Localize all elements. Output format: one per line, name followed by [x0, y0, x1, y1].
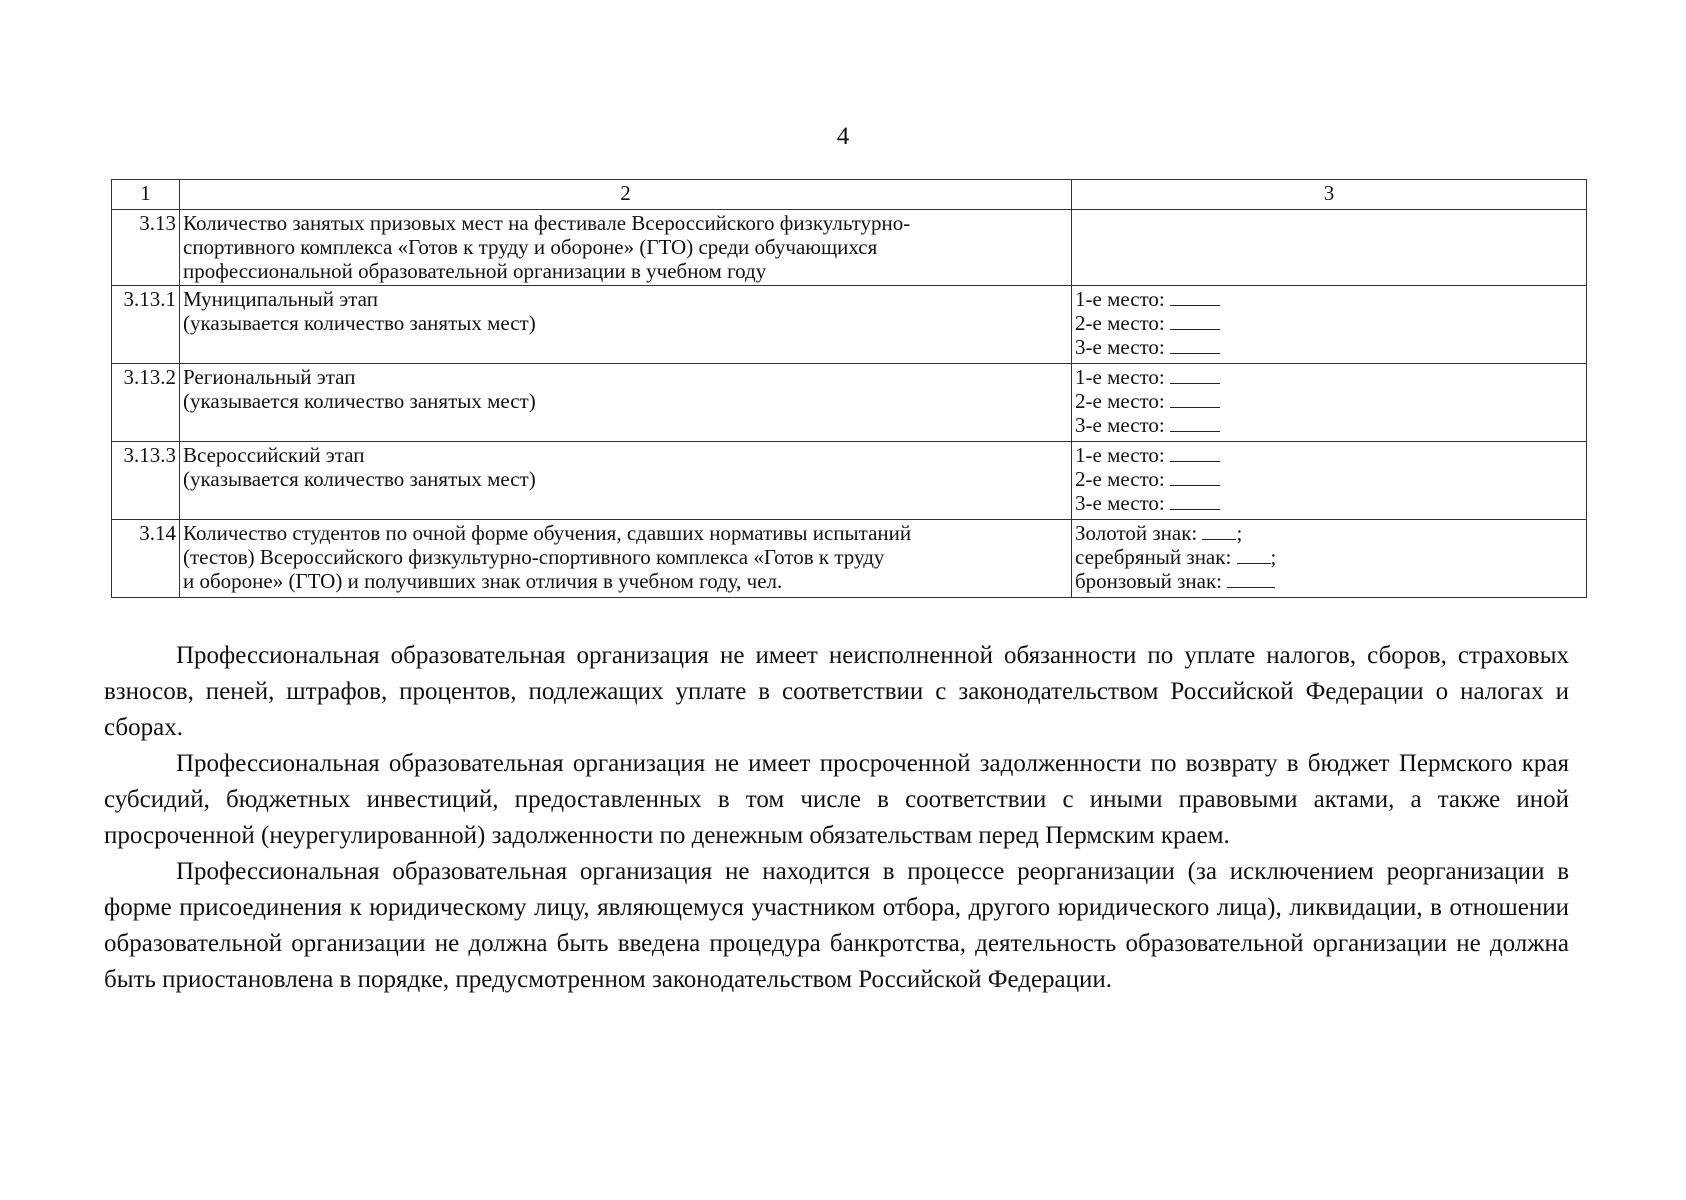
- blank-line[interactable]: [1170, 311, 1220, 330]
- page-number: 4: [836, 123, 850, 150]
- row-value: [1072, 364, 1587, 442]
- row-description: [180, 210, 1072, 286]
- description-line: (указывается количество занятых мест): [183, 311, 536, 335]
- description-line: Региональный этап: [183, 365, 356, 389]
- row-number: 3.13.3: [112, 442, 180, 520]
- blank-line[interactable]: [1170, 365, 1220, 384]
- row-value: [1072, 520, 1587, 598]
- row-description: [180, 442, 1072, 520]
- row-number: 3.14: [112, 520, 180, 598]
- blank-line[interactable]: [1170, 287, 1220, 306]
- description-line: Количество занятых призовых мест на фестивале Всероссийского физкультурно-: [183, 211, 911, 235]
- table-row: [112, 520, 1587, 598]
- place-field-1: 1-е место:: [1075, 287, 1583, 311]
- place-field-3: 3-е место:: [1075, 413, 1583, 437]
- row-description: [180, 520, 1072, 598]
- place-field-1: 1-е место:: [1075, 443, 1583, 467]
- table-header-row: [112, 180, 1587, 210]
- table-row: [112, 442, 1587, 520]
- blank-line[interactable]: [1227, 569, 1275, 588]
- blank-line[interactable]: [1237, 545, 1271, 564]
- place-field-3: 3-е место:: [1075, 335, 1583, 359]
- description-line: и обороне» (ГТО) и получивших знак отличия в учебном году, чел.: [183, 569, 783, 593]
- blank-line[interactable]: [1202, 521, 1236, 540]
- blank-line[interactable]: [1170, 413, 1220, 432]
- blank-line[interactable]: [1170, 467, 1220, 486]
- row-number: 3.13.2: [112, 364, 180, 442]
- description-line: спортивного комплекса «Готов к труду и обороне» (ГТО) среди обучающихся: [183, 235, 878, 259]
- description-line: (указывается количество занятых мест): [183, 389, 536, 413]
- indicators-table: [111, 179, 1587, 598]
- header-cell-1: 1: [112, 180, 180, 210]
- header-cell-2: 2: [180, 180, 1072, 210]
- row-number: 3.13.1: [112, 286, 180, 364]
- paragraph-reorganization: Профессиональная образовательная организация не находится в процессе реорганизации (за исключением реорганизации в форме присоединения к юридическому лицу, являющемуся участником отбора, другого юридического лица), ликвидации, в отношении образовательной организации не должна быть введена процедура банкротства, деятельность образовательной организации не должна быть приостановлена в порядке, предусмотренном законодательством Российской Федерации.: [104, 858, 1569, 993]
- badge-field-silver: серебряный знак: ;: [1075, 545, 1277, 569]
- header-cell-3: 3: [1072, 180, 1587, 210]
- badge-field-bronze: бронзовый знак:: [1075, 569, 1583, 593]
- row-number: 3.13: [112, 210, 180, 286]
- badge-field-gold: Золотой знак: ;: [1075, 521, 1243, 545]
- place-field-2: 2-е место:: [1075, 467, 1583, 491]
- blank-line[interactable]: [1170, 443, 1220, 462]
- place-field-2: 2-е место:: [1075, 311, 1583, 335]
- body-text: [104, 638, 1569, 998]
- table-row: [112, 364, 1587, 442]
- place-field-1: 1-е место:: [1075, 365, 1583, 389]
- description-line: (тестов) Всероссийского физкультурно-спортивного комплекса «Готов к труду: [183, 545, 885, 569]
- blank-line[interactable]: [1170, 335, 1220, 354]
- place-field-2: 2-е место:: [1075, 389, 1583, 413]
- table-row: [112, 286, 1587, 364]
- row-description: [180, 286, 1072, 364]
- description-line: Количество студентов по очной форме обучения, сдавших нормативы испытаний: [183, 521, 912, 545]
- row-value: [1072, 442, 1587, 520]
- table-row: [112, 210, 1587, 286]
- paragraph-tax-obligations: Профессиональная образовательная организация не имеет неисполненной обязанности по уплате налогов, сборов, страховых взносов, пеней, штрафов, процентов, подлежащих уплате в соответствии с законодательством Российской Федерации о налогах и сборах.: [104, 642, 1569, 741]
- row-value: [1072, 286, 1587, 364]
- blank-line[interactable]: [1170, 491, 1220, 510]
- description-line: Всероссийский этап: [183, 443, 365, 467]
- blank-line[interactable]: [1170, 389, 1220, 408]
- description-line: (указывается количество занятых мест): [183, 467, 536, 491]
- row-value: [1072, 210, 1587, 286]
- paragraph-overdue-debt: Профессиональная образовательная организация не имеет просроченной задолженности по возврату в бюджет Пермского края субсидий, бюджетных инвестиций, предоставленных в том числе в соответствии с иными правовыми актами, а также иной просроченной (неурегулированной) задолженности по денежным обязательствам перед Пермским краем.: [104, 750, 1569, 849]
- row-description: [180, 364, 1072, 442]
- description-line: Муниципальный этап: [183, 287, 378, 311]
- place-field-3: 3-е место:: [1075, 491, 1583, 515]
- description-line: профессиональной образовательной организации в учебном году: [183, 259, 767, 283]
